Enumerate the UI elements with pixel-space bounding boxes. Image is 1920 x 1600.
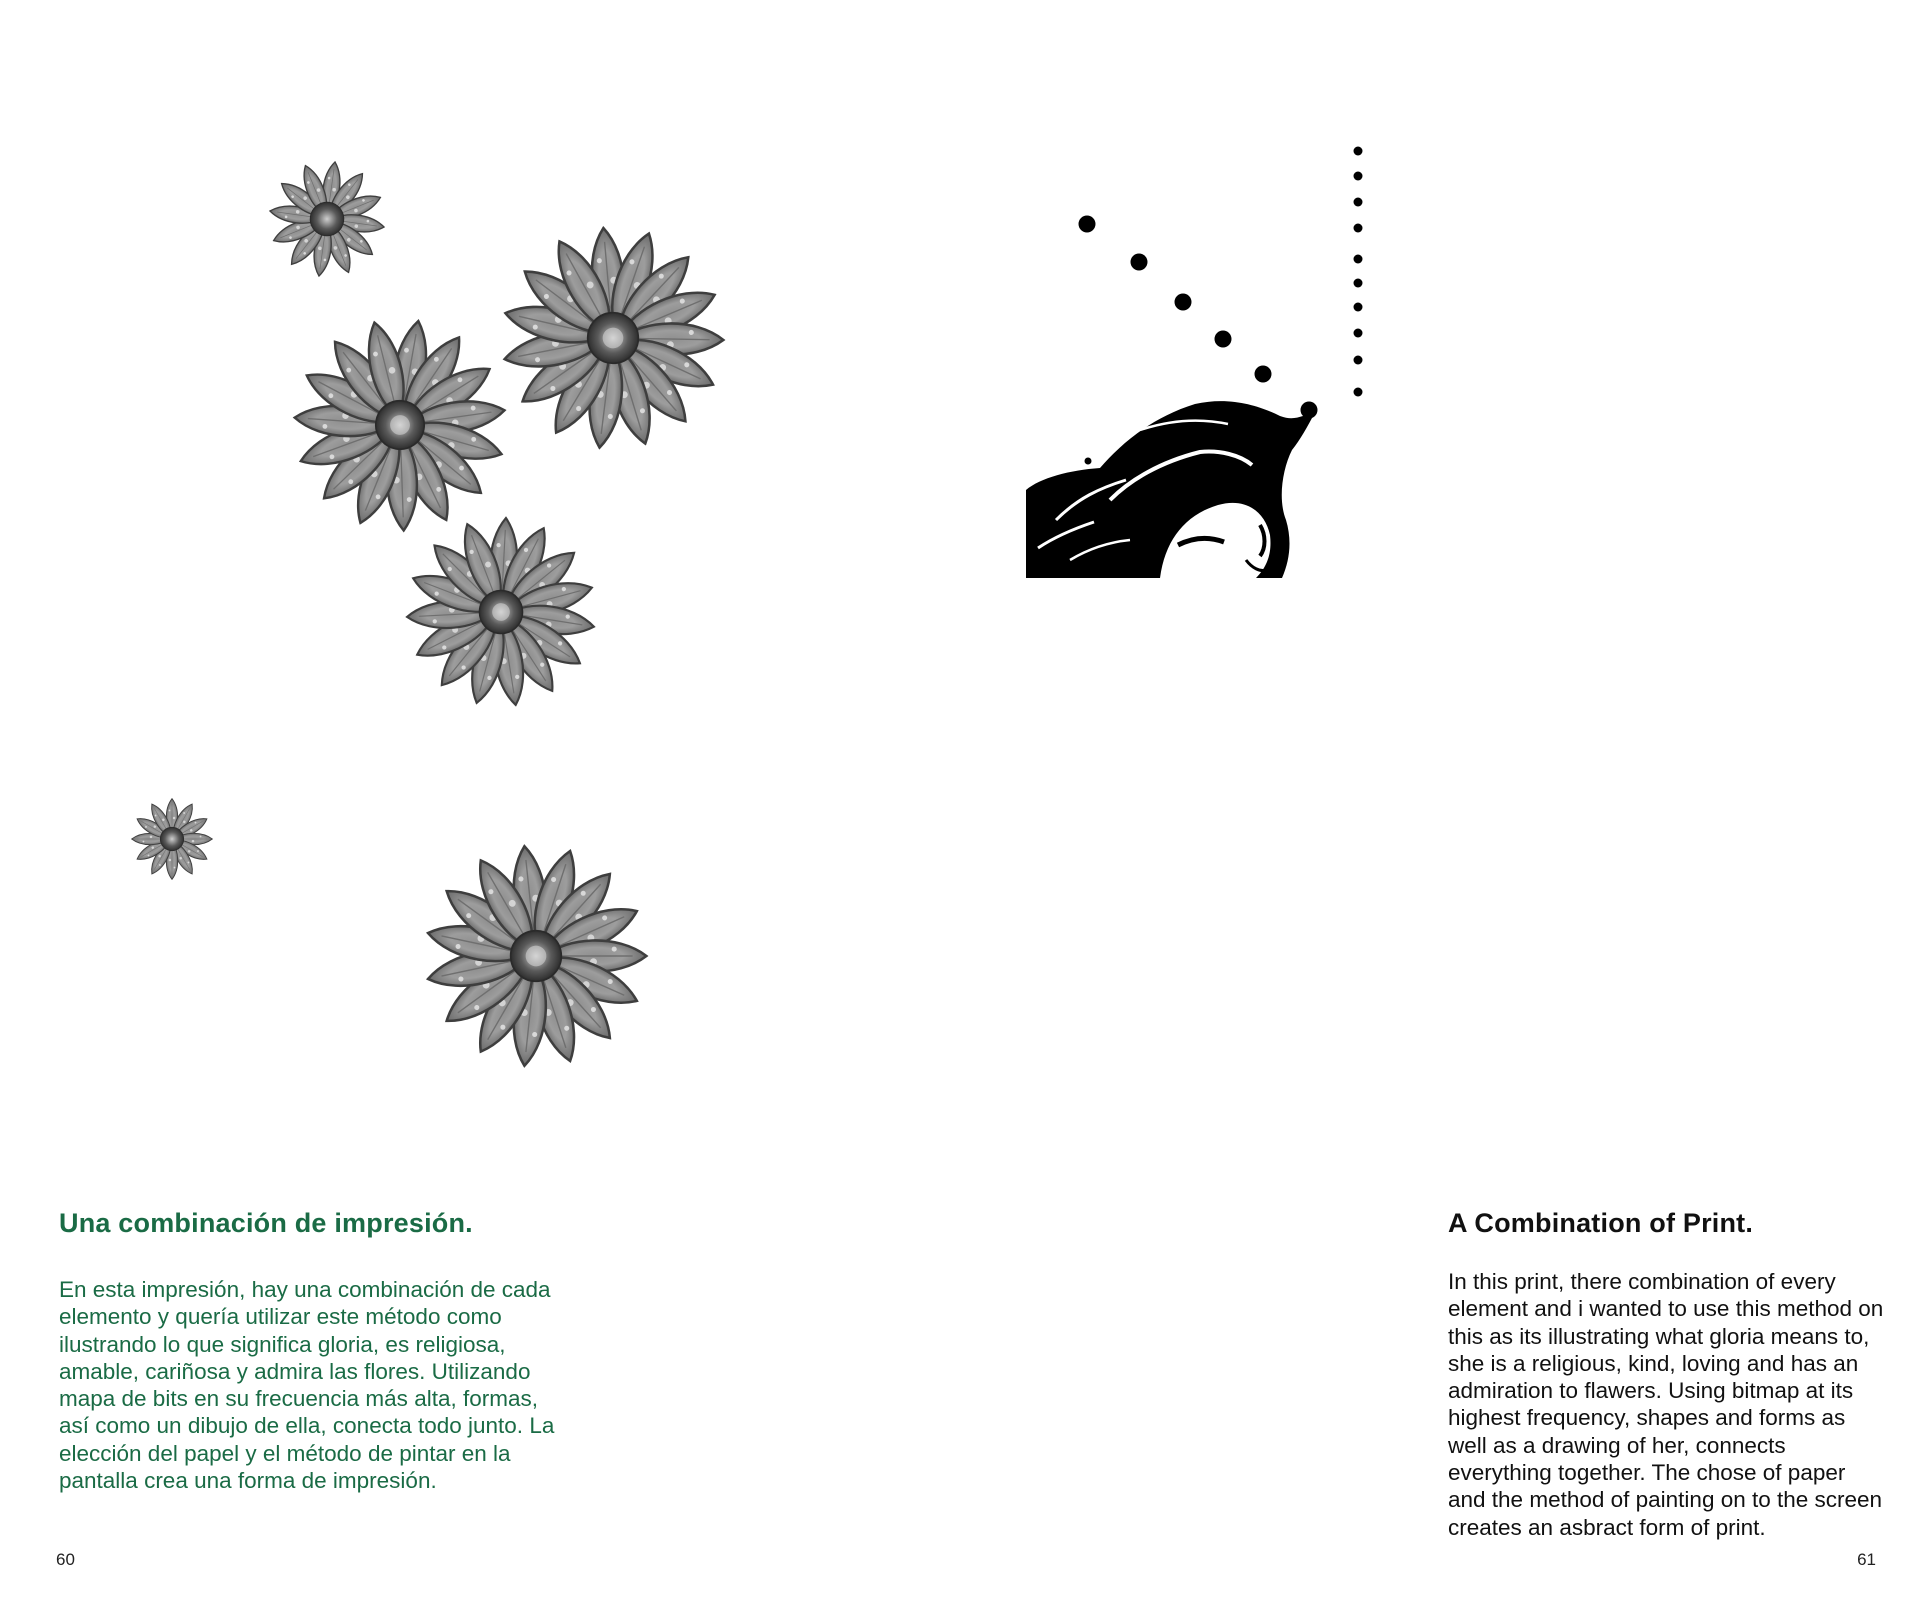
heading-english: A Combination of Print. (1448, 1208, 1754, 1238)
portrait-illustration (960, 0, 1920, 700)
flower-bottom (414, 835, 659, 1079)
flower-tiny (132, 799, 213, 880)
flower-middle (401, 513, 601, 712)
bitmap-portrait (1026, 401, 1314, 578)
dot-vertical (1354, 147, 1363, 397)
page-number-left: 60 (56, 1550, 75, 1569)
flower-illustration (0, 0, 960, 1180)
flower-top-right (492, 218, 733, 458)
dot-diagonal (1079, 216, 1318, 419)
right-page (960, 0, 1920, 1600)
body-english: In this print, there combination of every element and i wanted to use this method on this as its illustrating what gloria means to, she is a religious, kind, loving and has an admiration to flawers. Using bitmap at its highest frequency, shapes and forms as well as a drawing of her, connects everything together. The chose of paper and the method of painting on to the screen creates an asbract form of print. (1448, 1269, 1884, 1540)
flower-center-large (277, 302, 524, 548)
body-spanish: En esta impresión, hay una combinación de cada elemento y quería utilizar este método como ilustrando lo que significa gloria, es religiosa, amable, cariñosa y admira las flores. Utilizando mapa de bits en su frecuencia más alta, formas, así como un dibujo de ella, conecta todo junto. La elección del papel y el método de pintar en la pantalla crea una forma de impresión. (59, 1277, 555, 1494)
heading-spanish: Una combinación de impresión. (59, 1208, 473, 1238)
flower-top-small (262, 154, 392, 284)
page-number-right: 61 (1857, 1550, 1876, 1569)
